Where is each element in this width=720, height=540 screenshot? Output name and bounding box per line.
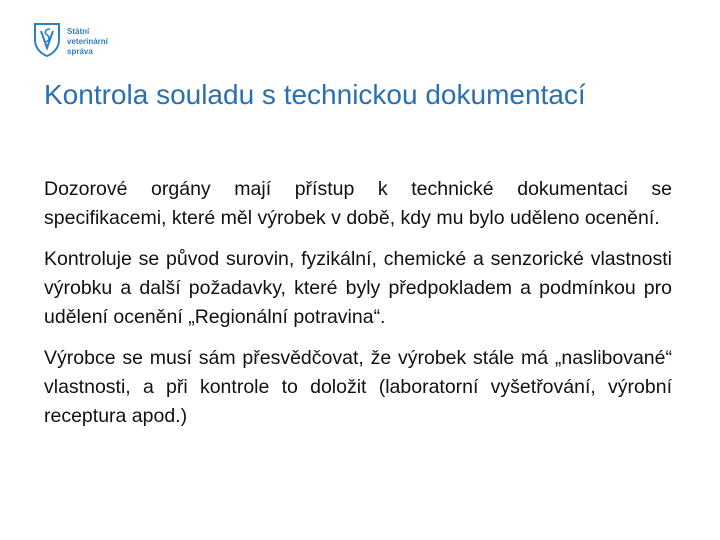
paragraph-documentation-access: Dozorové orgány mají přístup k technické dokumentaci se specifikacemi, které měl výrobek v době, kdy mu bylo uděleno ocenění.: [44, 178, 672, 229]
logo-text: [67, 22, 108, 57]
logo-line-3: správa: [67, 47, 93, 56]
slide-body: [44, 175, 672, 443]
logo-line-1: Státní: [67, 27, 90, 36]
logo-line-2: veterinární: [67, 37, 108, 46]
paragraph-origin-check: Kontroluje se původ surovin, fyzikální, chemické a senzorické vlastnosti výrobku a další požadavky, které byly předpokladem a podmínkou pro udělení ocenění „Regionální potravina“.: [44, 248, 672, 328]
slide-title: Kontrola souladu s technickou dokumentací: [44, 79, 586, 110]
svs-emblem-icon: [33, 22, 61, 58]
logo: [33, 22, 108, 58]
paragraph-producer-duty: Výrobce se musí sám přesvědčovat, že výrobek stále má „naslibované“ vlastnosti, a při kontrole to doložit (laboratorní vyšetřování, výrobní receptura apod.): [44, 347, 672, 427]
